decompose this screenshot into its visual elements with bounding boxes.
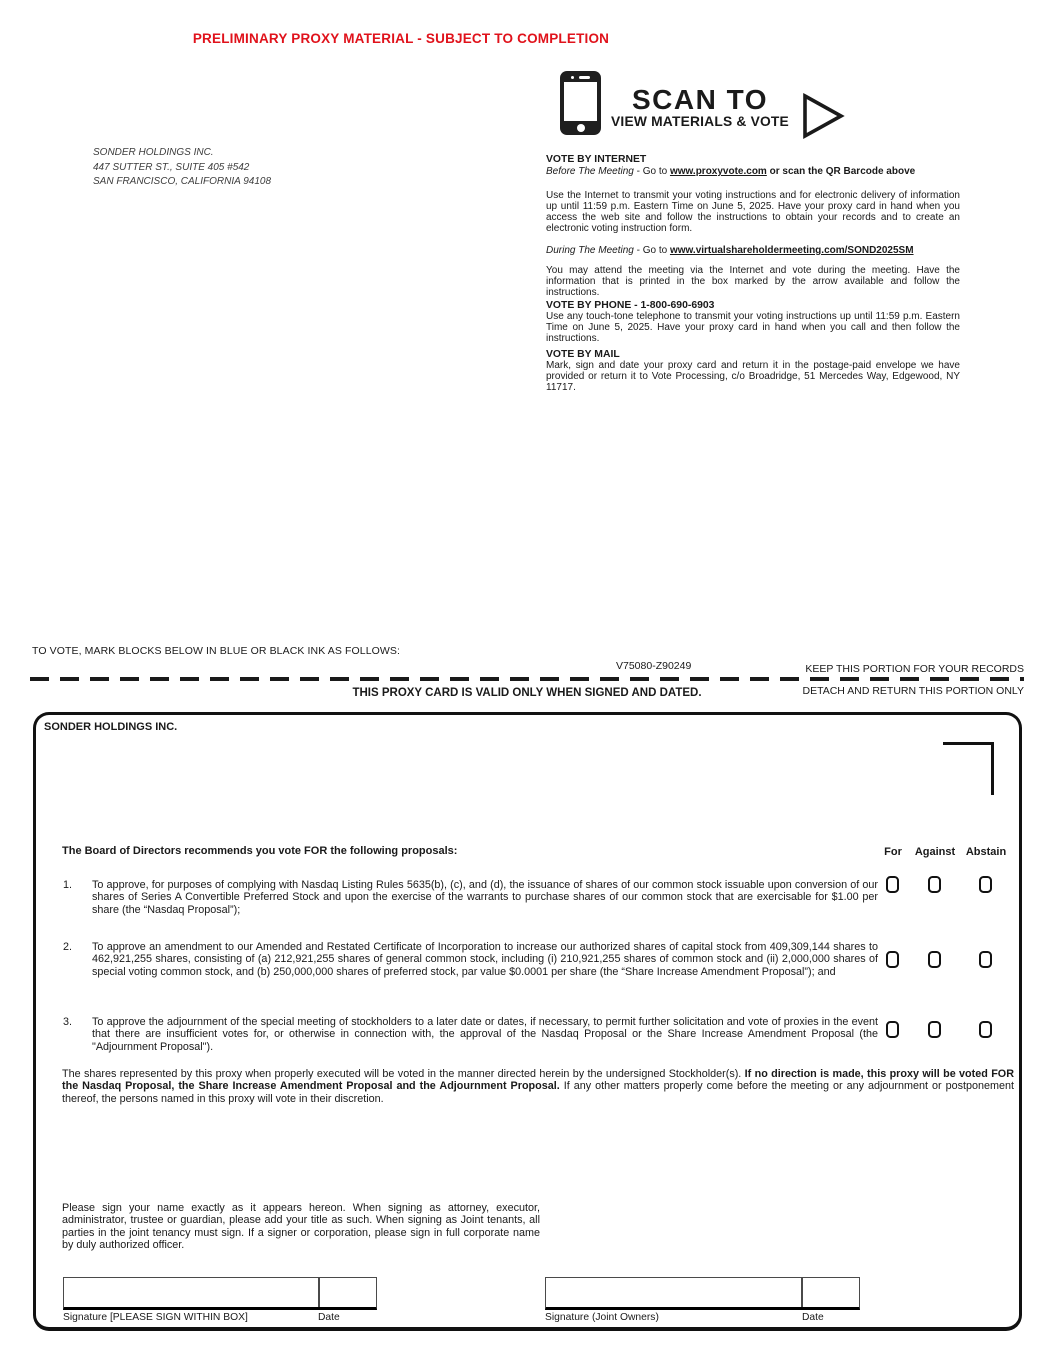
scan-to-subtitle: VIEW MATERIALS & VOTE: [611, 114, 789, 129]
vote-by-mail-heading: VOTE BY MAIL: [546, 349, 620, 360]
date-label: Date: [318, 1312, 340, 1323]
during-meeting-label: During The Meeting: [546, 245, 634, 256]
proposal-3-number: 3.: [63, 1016, 73, 1028]
company-address-line2: 447 SUTTER ST., SUITE 405 #542: [93, 161, 250, 173]
scan-to-title: SCAN TO: [632, 84, 768, 115]
proposal-3-abstain-checkbox[interactable]: [979, 1021, 992, 1038]
proposal-1-abstain-checkbox[interactable]: [979, 876, 992, 893]
signature-label: Signature [PLEASE SIGN WITHIN BOX]: [63, 1312, 248, 1323]
signature-date-divider: [801, 1278, 803, 1307]
proposal-2-against-checkbox[interactable]: [928, 951, 941, 968]
internet-instructions-text: Use the Internet to transmit your voting instructions and for electronic delivery of information up until 11:59 p.m. Eastern Time on June 5, 2025. Have your proxy card in hand when you access the web site and follow the instructions to obtain your records and to create an electronic voting instruction form.: [546, 190, 960, 234]
company-address-block: [93, 146, 271, 190]
signature-date-divider: [318, 1278, 320, 1307]
detach-dashed-line: [30, 677, 1024, 681]
joint-signature-label: Signature (Joint Owners): [545, 1312, 659, 1323]
valid-when-signed-note: THIS PROXY CARD IS VALID ONLY WHEN SIGNED AND DATED.: [352, 687, 702, 699]
before-meeting-label: Before The Meeting: [546, 166, 634, 177]
company-address-line3: SAN FRANCISCO, CALIFORNIA 94108: [93, 176, 272, 187]
meeting-attendance-text: You may attend the meeting via the Internet and vote during the meeting. Have the information that is printed in the box marked by the arrow available and follow the instructions.: [546, 265, 960, 298]
proposal-3-against-checkbox[interactable]: [928, 1021, 941, 1038]
arrow-right-icon: [800, 91, 846, 146]
proposal-1-against-checkbox[interactable]: [928, 876, 941, 893]
column-header-for: For: [884, 846, 902, 858]
proposal-3-text: To approve the adjournment of the special meeting of stockholders to a later date or dates, if necessary, to permit further solicitation and vote of proxies in the event that there are insufficient votes for, or otherwise in connection with, the approval of the Nasdaq Proposal or the Share Increase Amendment Proposal (the "Adjournment Proposal").: [92, 1016, 878, 1053]
goto-text: - Go to: [633, 166, 670, 177]
keep-portion-note: KEEP THIS PORTION FOR YOUR RECORDS: [805, 663, 1024, 675]
qr-barcode-note: or scan the QR Barcode above: [766, 166, 916, 177]
proxyvote-link[interactable]: www.proxyvote.com: [669, 166, 767, 177]
vote-by-phone-heading: VOTE BY PHONE - 1-800-690-6903: [546, 300, 715, 311]
vote-by-internet-heading: VOTE BY INTERNET: [546, 154, 647, 165]
before-meeting-line: [546, 167, 960, 178]
proposal-3-for-checkbox[interactable]: [886, 1021, 899, 1038]
proposal-2-abstain-checkbox[interactable]: [979, 951, 992, 968]
goto-text: - Go to: [633, 245, 670, 256]
preliminary-notice: PRELIMINARY PROXY MATERIAL - SUBJECT TO COMPLETION: [192, 31, 610, 46]
mark-blocks-instruction: TO VOTE, MARK BLOCKS BELOW IN BLUE OR BLACK INK AS FOLLOWS:: [32, 645, 401, 657]
mail-instructions-text: Mark, sign and date your proxy card and return it in the postage-paid envelope we have provided or return it to Vote Processing, c/o Broadridge, 51 Mercedes Way, Edgewood, NY 11717.: [546, 360, 960, 393]
column-header-against: Against: [914, 846, 956, 858]
sign-instructions: Please sign your name exactly as it appears hereon. When signing as attorney, executor, administrator, trustee or guardian, please add your title as such. When signing as Joint tenants, all parties in the joint tenancy must sign. If a signer or corporation, please sign in full corporate name by duly authorized officer.: [62, 1202, 540, 1252]
card-company-name: SONDER HOLDINGS INC.: [44, 721, 178, 733]
joint-signature-input-box[interactable]: [545, 1277, 860, 1310]
column-header-abstain: Abstain: [965, 846, 1007, 858]
detach-portion-note: DETACH AND RETURN THIS PORTION ONLY: [802, 685, 1024, 697]
smartphone-icon: [560, 71, 601, 135]
proposal-2-for-checkbox[interactable]: [886, 951, 899, 968]
execution-note: [62, 1068, 1014, 1105]
proposal-2-text: To approve an amendment to our Amended and Restated Certificate of Incorporation to increase our authorized shares of capital stock from 409,309,144 shares to 462,921,255 shares, consisting of (a) 212,921,255 shares of general common stock, including (i) 210,921,255 shares of common stock and (ii) 2,000,000 shares of special voting common stock, and (b) 250,000,000 shares of preferred stock, par value $0.0001 per share (the “Share Increase Amendment Proposal”); and: [92, 941, 878, 978]
control-number: V75080-Z90249: [616, 660, 692, 672]
company-address-line1: SONDER HOLDINGS INC.: [93, 147, 214, 158]
proposal-1-for-checkbox[interactable]: [886, 876, 899, 893]
phone-instructions-text: Use any touch-tone telephone to transmit your voting instructions up until 11:59 p.m. Eastern Time on June 5, 2025. Have your proxy card in hand when you call and then follow the instructions.: [546, 311, 960, 344]
proxy-voting-card: [33, 712, 1022, 1331]
execution-note-default-vote: If no direction is made, this proxy will be voted FOR the Nasdaq Proposal, the Share Increase Amendment Proposal and the Adjournment Proposal.: [62, 1068, 1014, 1093]
proposal-2-number: 2.: [63, 941, 73, 953]
virtual-meeting-link[interactable]: www.virtualshareholdermeeting.com/SOND2025SM: [669, 245, 914, 256]
corner-bracket-mark: [943, 742, 994, 795]
proposal-1-text: To approve, for purposes of complying with Nasdaq Listing Rules 5635(b), (c), and (d), the issuance of shares of our common stock issuable upon conversion of our shares of Series A Convertible Preferred Stock and upon the exercise of the warrants to purchase shares of our common stock that are exercisable for $1.00 per share (the “Nasdaq Proposal”);: [92, 879, 878, 916]
board-recommendation: The Board of Directors recommends you vote FOR the following proposals:: [62, 845, 458, 857]
during-meeting-line: [546, 246, 960, 257]
execution-note-part3: If any other matters properly come before the meeting or any adjournment or postponement thereof, the persons named in this proxy will vote in their discretion.: [62, 1080, 1014, 1105]
execution-note-part1: The shares represented by this proxy when properly executed will be voted in the manner directed herein by the undersigned Stockholder(s).: [62, 1068, 745, 1080]
date-label: Date: [802, 1312, 824, 1323]
signature-input-box[interactable]: [63, 1277, 377, 1310]
proposal-1-number: 1.: [63, 879, 73, 891]
